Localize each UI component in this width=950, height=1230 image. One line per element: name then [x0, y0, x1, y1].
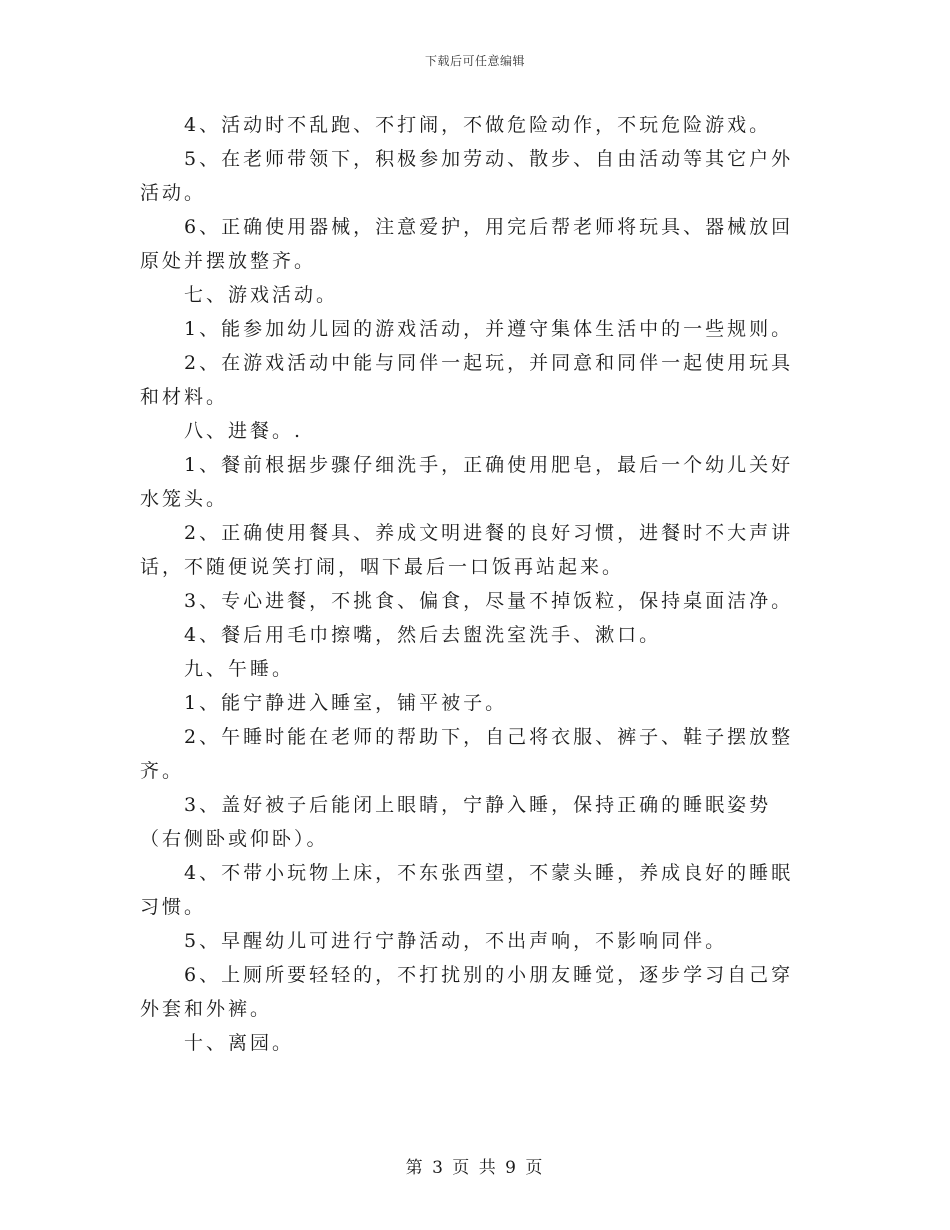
paragraph: 1、餐前根据步骤仔细洗手，正确使用肥皂，最后一个幼儿关好水笼头。: [140, 454, 794, 510]
document-body: [140, 108, 810, 1060]
paragraph: 6、上厕所要轻轻的，不打扰别的小朋友睡觉，逐步学习自己穿外套和外裤。: [140, 964, 794, 1020]
paragraph: 4、餐后用毛巾擦嘴，然后去盥洗室洗手、漱口。: [184, 624, 662, 646]
section-heading: 七、游戏活动。: [184, 284, 339, 306]
page-number: 第 3 页 共 9 页: [405, 1158, 545, 1178]
paragraph: 4、不带小玩物上床，不东张西望，不蒙头睡，养成良好的睡眠习惯。: [140, 862, 794, 918]
section-heading: 八、进餐。.: [184, 420, 304, 442]
paragraph: 1、能宁静进入睡室，铺平被子。: [184, 692, 508, 714]
paragraph: 5、在老师带领下，积极参加劳动、散步、自由活动等其它户外活动。: [140, 148, 794, 204]
page-header-note: 下载后可任意编辑: [424, 54, 525, 68]
paragraph: 6、正确使用器械，注意爱护，用完后帮老师将玩具、器械放回原处并摆放整齐。: [140, 216, 794, 272]
paragraph: 2、在游戏活动中能与同伴一起玩，并同意和同伴一起使用玩具和材料。: [140, 352, 794, 408]
paragraph: 1、能参加幼儿园的游戏活动，并遵守集体生活中的一些规则。: [184, 318, 794, 340]
paragraph: 3、专心进餐，不挑食、偏食，尽量不掉饭粒，保持桌面洁净。: [184, 590, 794, 612]
paragraph: 4、活动时不乱跑、不打闹，不做危险动作，不玩危险游戏。: [184, 114, 772, 136]
paragraph: 5、早醒幼儿可进行宁静活动，不出声响，不影响同伴。: [184, 930, 728, 952]
paragraph: 2、午睡时能在老师的帮助下，自己将衣服、裤子、鞋子摆放整齐。: [140, 726, 794, 782]
section-heading: 九、午睡。: [184, 658, 295, 680]
section-heading: 十、离园。: [184, 1032, 295, 1054]
paragraph: 2、正确使用餐具、养成文明进餐的良好习惯，进餐时不大声讲话，不随便说笑打闹，咽下最后一口饭再站起来。: [140, 522, 794, 578]
paragraph: 3、盖好被子后能闭上眼睛，宁静入睡，保持正确的睡眠姿势（右侧卧或仰卧）。: [140, 794, 772, 850]
